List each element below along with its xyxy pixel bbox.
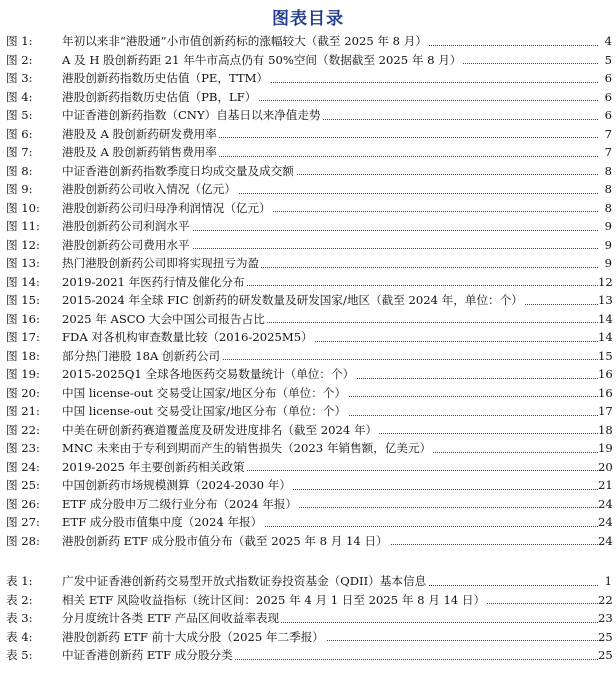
entry-page-number: 21 [598, 478, 613, 492]
entry-label: 图 22: [6, 422, 40, 437]
entry-title: 2019-2021 年医药行情及催化分布 [62, 274, 245, 289]
entry-title: 广发中证香港创新药交易型开放式指数证券投资基金（QDII）基本信息 [62, 574, 427, 588]
figure-toc-entry[interactable] [0, 402, 616, 421]
figure-toc-entry[interactable] [0, 291, 616, 310]
entry-page-number: 1 [604, 574, 612, 588]
entry-page-number: 8 [604, 182, 612, 196]
entry-label: 图 13: [6, 256, 40, 270]
entry-page-number: 19 [598, 441, 613, 455]
entry-label: 图 25: [6, 478, 40, 492]
entry-title: 相关 ETF 风险收益指标（统计区间：2025 年 4 月 1 日至 2025 年 8 月 14 日） [62, 592, 486, 607]
entry-page-number: 13 [598, 293, 613, 307]
figure-toc-entry[interactable] [0, 532, 616, 551]
figure-toc-entry[interactable] [0, 51, 616, 70]
entry-title: 中美在研创新药赛道覆盖度及研发进度排名（截至 2024 年） [62, 422, 378, 437]
entry-title: 2015-2024 年全球 FIC 创新药的研发数量及研发国家/地区（截至 2024 年，单位：个） [62, 293, 523, 307]
figure-toc-entry[interactable] [0, 310, 616, 329]
table-toc-entry[interactable] [0, 628, 616, 647]
entry-label: 表 5: [6, 648, 33, 662]
figure-toc-entry[interactable] [0, 476, 616, 495]
entry-title: 港股创新药 ETF 前十大成分股（2025 年二季报） [62, 629, 324, 644]
entry-label: 图 27: [6, 515, 40, 529]
entry-title: 港股及 A 股创新药研发费用率 [62, 126, 217, 141]
entry-title: 港股及 A 股创新药销售费用率 [62, 145, 217, 159]
entry-label: 图 3: [6, 71, 33, 85]
table-toc-entry[interactable] [0, 572, 616, 591]
entry-title: 热门港股创新药公司即将实现扭亏为盈 [62, 256, 260, 270]
entry-label: 图 23: [6, 441, 40, 455]
entry-title: 港股创新药公司费用水平 [62, 237, 190, 252]
entry-label: 图 1: [6, 34, 33, 48]
entry-page-number: 15 [598, 348, 613, 363]
page-title: 图表目录 [272, 9, 344, 29]
entry-title: 分月度统计各类 ETF 产品区间收益率表现 [62, 611, 280, 625]
entry-page-number: 25 [598, 648, 613, 662]
entry-title: 2015-2025Q1 全球各地医药交易数量统计（单位：个） [62, 367, 355, 381]
entry-title: 中证香港创新药指数（CNY）自基日以来净值走势 [62, 108, 321, 122]
entry-label: 表 1: [6, 574, 33, 588]
entry-label: 图 20: [6, 385, 40, 400]
entry-page-number: 5 [604, 52, 612, 67]
table-toc-entry[interactable] [0, 646, 616, 665]
figure-toc-entry[interactable] [0, 162, 616, 181]
table-toc-entry[interactable] [0, 609, 616, 628]
figure-toc-entry[interactable] [0, 180, 616, 199]
entry-page-number: 17 [598, 404, 613, 418]
figure-toc-entry[interactable] [0, 439, 616, 458]
entry-page-number: 6 [604, 89, 612, 104]
entry-title: 2019-2025 年主要创新药相关政策 [62, 459, 245, 474]
figure-toc-entry[interactable] [0, 328, 616, 347]
entry-page-number: 25 [598, 629, 613, 644]
entry-title: ETF 成分股市值集中度（2024 年报） [62, 515, 263, 529]
entry-title: 港股创新药公司归母净利润情况（亿元） [62, 200, 271, 215]
entry-label: 图 19: [6, 367, 40, 381]
entry-label: 图 5: [6, 108, 33, 122]
entry-title: 港股创新药指数历史估值（PB，LF） [62, 89, 257, 104]
entry-title: 中证香港创新药 ETF 成分股分类 [62, 648, 233, 662]
entry-page-number: 23 [598, 611, 613, 625]
entry-page-number: 16 [598, 367, 613, 381]
table-list [0, 572, 616, 665]
entry-label: 图 26: [6, 496, 40, 511]
entry-label: 图 6: [6, 126, 33, 141]
table-toc-entry[interactable] [0, 591, 616, 610]
figure-toc-entry[interactable] [0, 513, 616, 532]
entry-page-number: 24 [598, 533, 613, 548]
entry-title: 港股创新药公司利润水平 [62, 219, 190, 233]
entry-title: 中证香港创新药指数季度日均成交量及成交额 [62, 163, 294, 178]
entry-label: 图 12: [6, 237, 40, 252]
figure-toc-entry[interactable] [0, 236, 616, 255]
entry-title: 港股创新药公司收入情况（亿元） [62, 182, 236, 196]
entry-label: 图 2: [6, 52, 33, 67]
entry-page-number: 7 [604, 126, 612, 141]
entry-page-number: 9 [604, 219, 612, 233]
entry-label: 表 4: [6, 629, 33, 644]
entry-title: 中国 license-out 交易受让国家/地区分布（单位：个） [62, 404, 347, 418]
entry-title: 中国创新药市场规模测算（2024-2030 年） [62, 478, 291, 492]
entry-label: 图 28: [6, 533, 40, 548]
entry-label: 图 21: [6, 404, 40, 418]
entry-page-number: 6 [604, 108, 612, 122]
entry-page-number: 8 [604, 200, 612, 215]
entry-page-number: 9 [604, 256, 612, 270]
entry-title: 年初以来非“港股通”小市值创新药标的涨幅较大（截至 2025 年 8 月） [62, 34, 427, 48]
entry-page-number: 4 [604, 34, 612, 48]
figure-toc-entry[interactable] [0, 384, 616, 403]
entry-page-number: 24 [598, 515, 613, 529]
figure-toc-entry[interactable] [0, 254, 616, 273]
entry-label: 图 4: [6, 89, 33, 104]
entry-page-number: 22 [598, 592, 613, 607]
entry-page-number: 20 [598, 459, 613, 474]
entry-page-number: 16 [598, 385, 613, 400]
entry-title: 2025 年 ASCO 大会中国公司报告占比 [62, 311, 265, 326]
entry-title: 港股创新药 ETF 成分股市值分布（截至 2025 年 8 月 14 日） [62, 533, 388, 548]
entry-label: 图 11: [6, 219, 40, 233]
entry-label: 图 9: [6, 182, 33, 196]
entry-page-number: 12 [598, 274, 613, 289]
entry-page-number: 8 [604, 163, 612, 178]
figure-toc-entry[interactable] [0, 199, 616, 218]
entry-label: 图 14: [6, 274, 40, 289]
entry-title: MNC 未来由于专利到期而产生的销售损失（2023 年销售额，亿美元） [62, 441, 432, 455]
figure-toc-entry[interactable] [0, 69, 616, 88]
entry-page-number: 18 [598, 422, 613, 437]
entry-label: 图 8: [6, 163, 33, 178]
entry-title: FDA 对各机构审查数量比较（2016-2025M5） [62, 330, 313, 344]
figure-toc-entry[interactable] [0, 143, 616, 162]
entry-label: 图 15: [6, 293, 40, 307]
figure-toc-entry[interactable] [0, 458, 616, 477]
entry-page-number: 14 [598, 330, 613, 344]
figure-toc-entry[interactable] [0, 106, 616, 125]
entry-label: 图 16: [6, 311, 40, 326]
entry-title: 港股创新药指数历史估值（PE，TTM） [62, 71, 269, 85]
entry-label: 表 2: [6, 592, 33, 607]
entry-page-number: 6 [604, 71, 612, 85]
entry-page-number: 7 [604, 145, 612, 159]
entry-title: A 及 H 股创新药距 21 年牛市高点仍有 50%空间（数据截至 2025 年 8 月） [62, 52, 462, 67]
figure-toc-entry[interactable] [0, 365, 616, 384]
figure-toc-entry[interactable] [0, 273, 616, 292]
entry-page-number: 9 [604, 237, 612, 252]
figure-toc-entry[interactable] [0, 217, 616, 236]
entry-label: 图 7: [6, 145, 33, 159]
entry-page-number: 24 [598, 496, 613, 511]
figure-toc-entry[interactable] [0, 347, 616, 366]
entry-label: 图 10: [6, 200, 40, 215]
figure-list [0, 32, 616, 550]
figure-toc-entry[interactable] [0, 88, 616, 107]
figure-toc-entry[interactable] [0, 421, 616, 440]
figure-toc-entry[interactable] [0, 495, 616, 514]
entry-label: 图 17: [6, 330, 40, 344]
entry-title: 中国 license-out 交易受让国家/地区分布（单位：个） [62, 385, 347, 400]
entry-label: 图 18: [6, 348, 40, 363]
entry-label: 图 24: [6, 459, 40, 474]
figure-toc-entry[interactable] [0, 125, 616, 144]
entry-title: 部分热门港股 18A 创新药公司 [62, 348, 221, 363]
entry-title: ETF 成分股申万二级行业分布（2024 年报） [62, 496, 298, 511]
figure-toc-entry[interactable] [0, 32, 616, 51]
entry-page-number: 14 [598, 311, 613, 326]
entry-label: 表 3: [6, 611, 33, 625]
